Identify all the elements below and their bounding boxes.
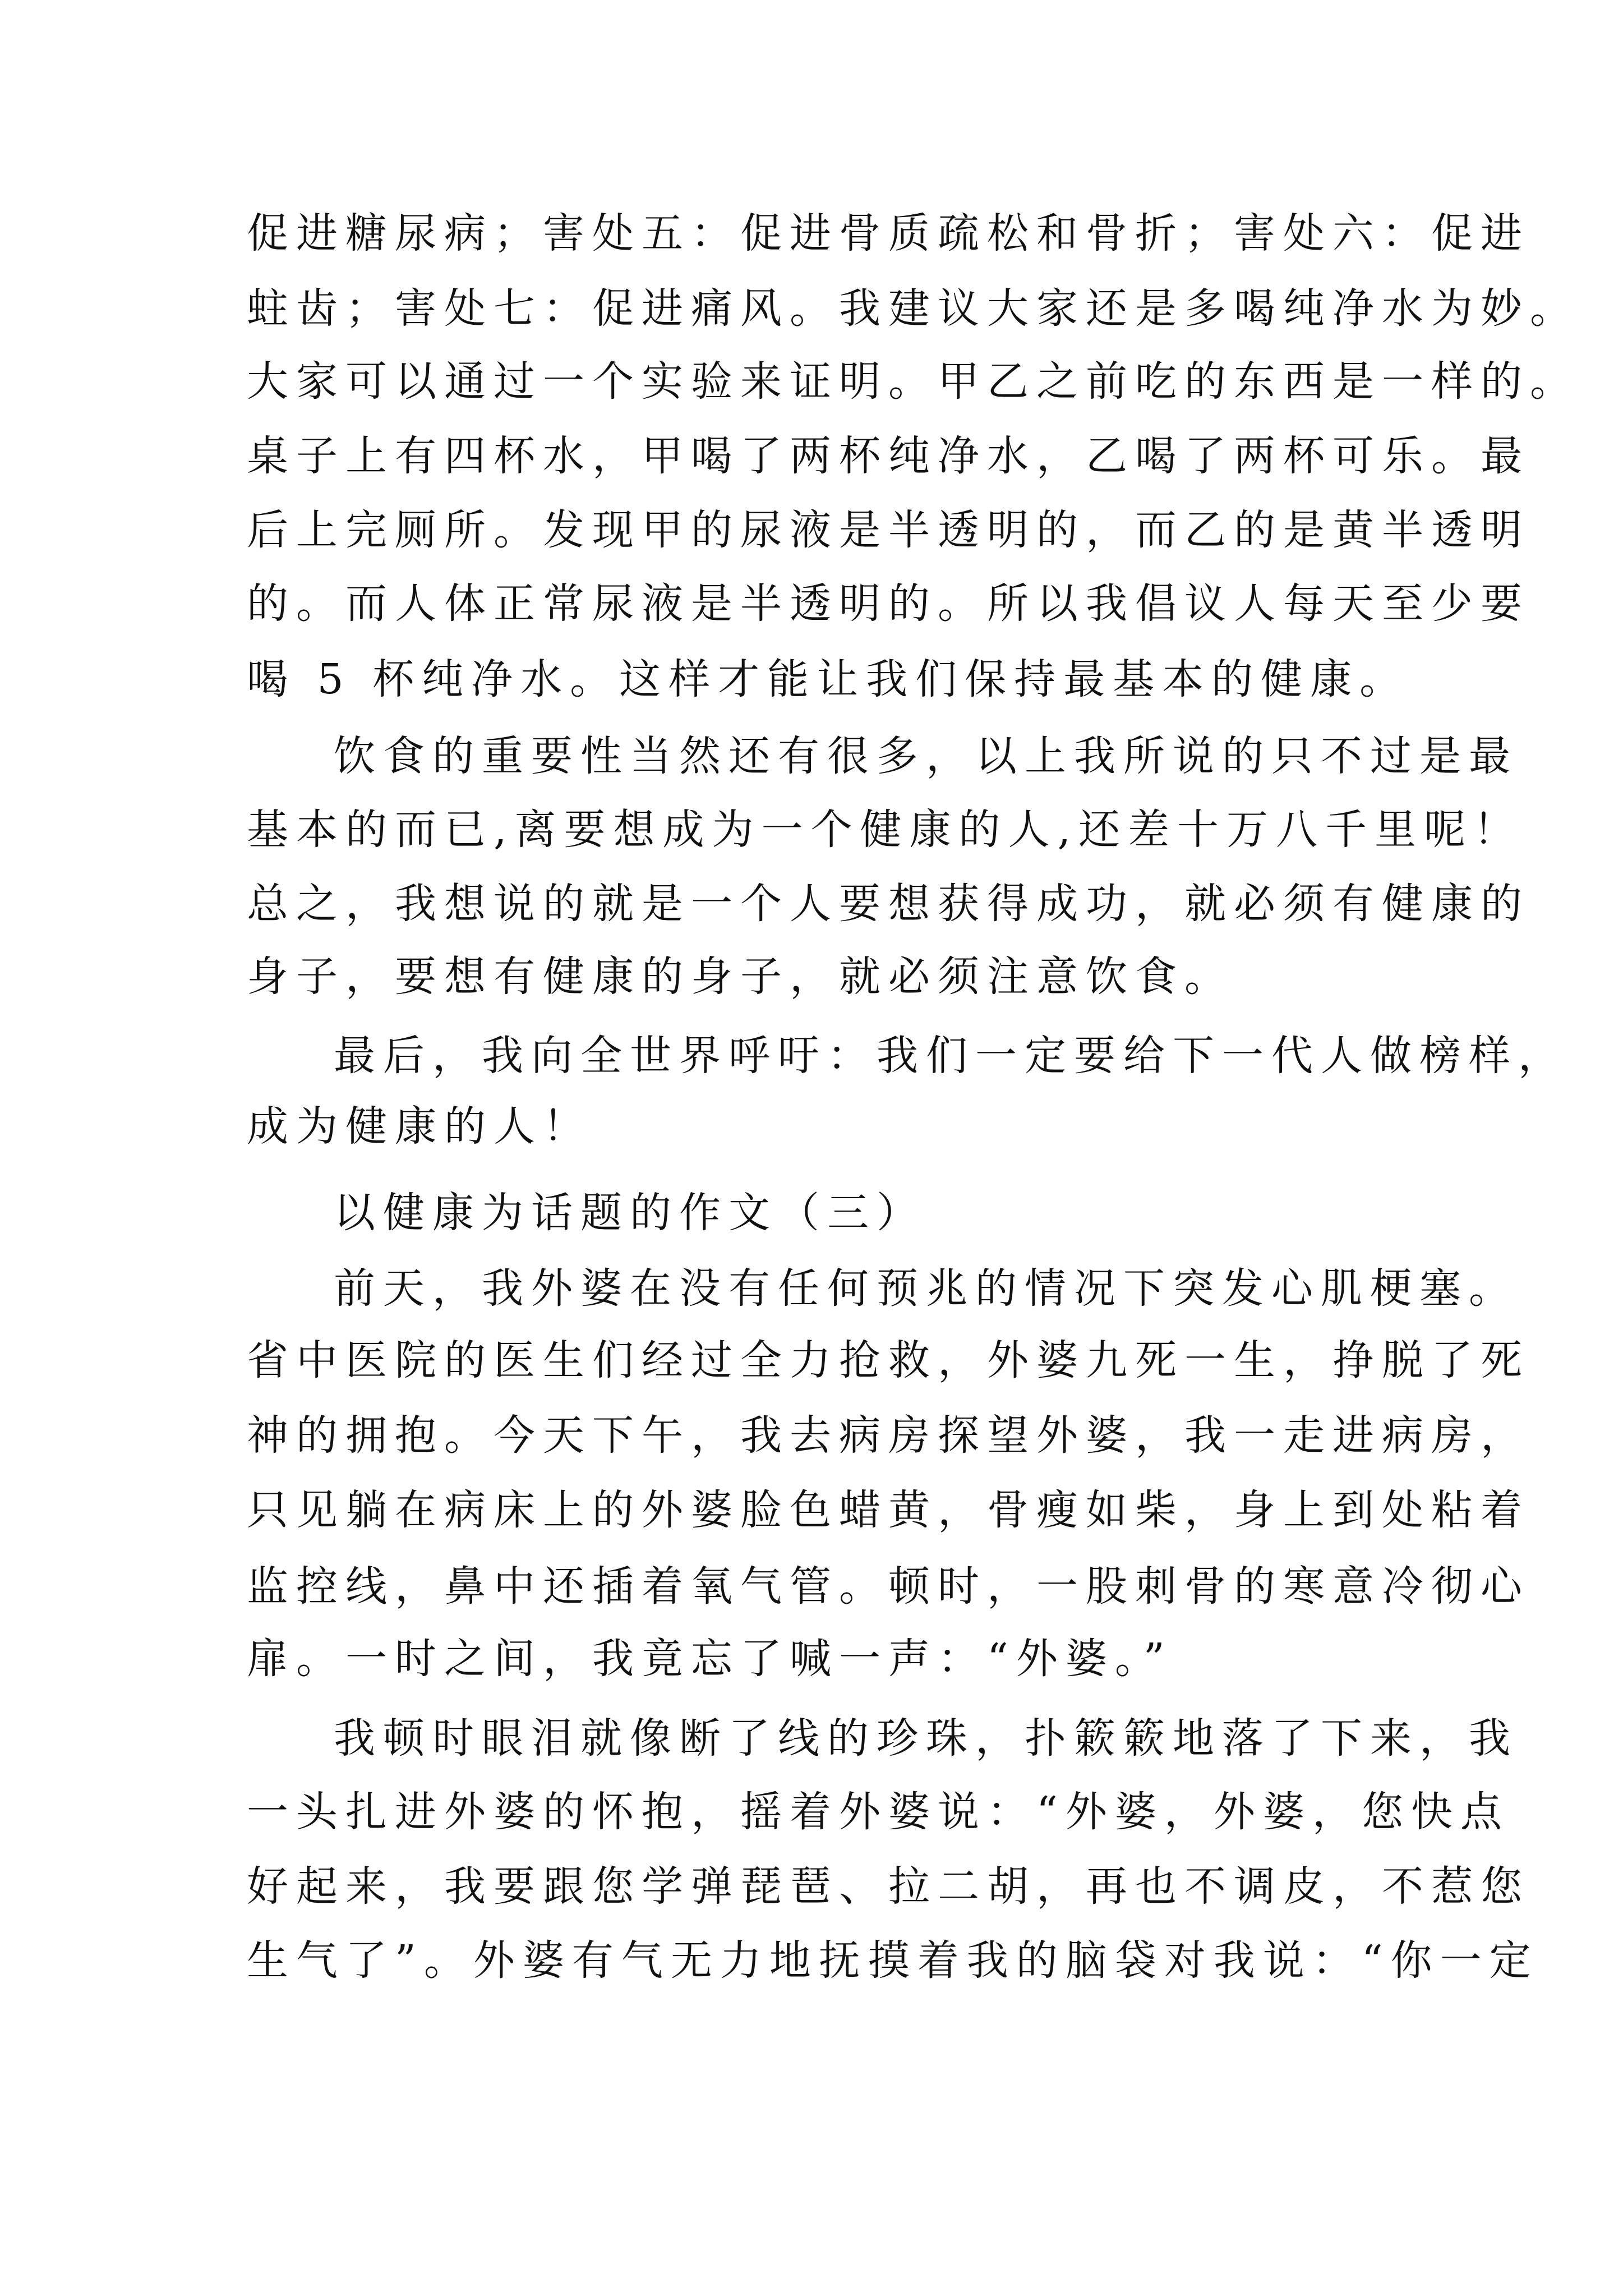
text-line: 饮食的重要性当然还有很多，以上我所说的只不过是最: [334, 732, 1518, 780]
text-line: 生气了”。外婆有气无力地抚摸着我的脑袋对我说：“你一定: [247, 1936, 1539, 1985]
text-line: 监控线，鼻中还插着氧气管。顿时，一股刺骨的寒意冷彻心: [247, 1562, 1530, 1611]
text-line: 基本的而已,离要想成为一个健康的人,还差十万八千里呢！: [247, 806, 1523, 854]
text-line: 只见躺在病床上的外婆脸色蜡黄，骨瘦如柴，身上到处粘着: [247, 1486, 1530, 1534]
text-line: 桌子上有四杯水，甲喝了两杯纯净水，乙喝了两杯可乐。最: [247, 432, 1530, 480]
text-line: 身子，要想有健康的身子，就必须注意饮食。: [247, 953, 1234, 1001]
text-line: 促进糖尿病；害处五：促进骨质疏松和骨折；害处六：促进: [247, 209, 1530, 257]
section-heading: 以健康为话题的作文（三）: [334, 1189, 926, 1237]
text-line: 我顿时眼泪就像断了线的珍珠，扑簌簌地落了下来，我: [334, 1714, 1518, 1763]
text-line: 一头扎进外婆的怀抱，摇着外婆说：“外婆，外婆，您快点: [247, 1788, 1510, 1836]
text-line: 最后，我向全世界呼吁：我们一定要给下一代人做榜样，: [334, 1032, 1567, 1080]
text-line: 的。而人体正常尿液是半透明的。所以我倡议人每天至少要: [247, 579, 1530, 628]
text-line: 成为健康的人！: [247, 1102, 592, 1151]
text-line: 扉。一时之间，我竟忘了喊一声：“外婆。”: [247, 1635, 1173, 1683]
text-line: 神的拥抱。今天下午，我去病房探望外婆，我一走进病房，: [247, 1411, 1530, 1460]
text-line: 蛀齿；害处七：促进痛风。我建议大家还是多喝纯净水为妙。: [247, 284, 1579, 333]
text-line: 前天，我外婆在没有任何预兆的情况下突发心肌梗塞。: [334, 1264, 1518, 1313]
text-line: 大家可以通过一个实验来证明。甲乙之前吃的东西是一样的。: [247, 357, 1579, 406]
text-line: 后上完厕所。发现甲的尿液是半透明的，而乙的是黄半透明: [247, 506, 1530, 554]
text-line: 喝 5 杯纯净水。这样才能让我们保持最基本的健康。: [247, 655, 1409, 703]
text-line: 省中医院的医生们经过全力抢救，外婆九死一生，挣脱了死: [247, 1336, 1530, 1384]
text-line: 总之，我想说的就是一个人要想获得成功，就必须有健康的: [247, 880, 1530, 928]
text-line: 好起来，我要跟您学弹琵琶、拉二胡，再也不调皮，不惹您: [247, 1862, 1530, 1911]
